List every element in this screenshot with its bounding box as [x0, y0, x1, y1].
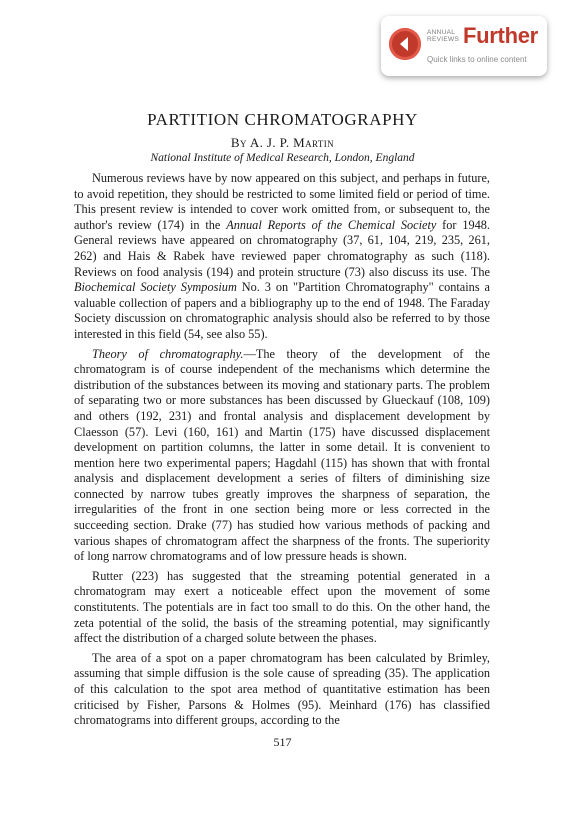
play-arrow-icon	[389, 28, 421, 60]
article-body	[74, 171, 490, 733]
author-affiliation: National Institute of Medical Research, London, England	[150, 152, 415, 164]
paragraph-2: Theory of chromatography.—The theory of the development of the chromatogram is of course independent of the mechanisms which determine the distribution of the substances between its moving and stationary parts. The problem of separating two or more substances has been discussed by Glueckauf (108, 109) and others (192, 231) and frontal analysis and displacement development by Claesson (57). Levi (160, 161) and Martin (175) have discussed displacement development on partition columns, the latter in some detail. It is convenient to mention here two experimental papers; Hagdahl (115) has shown that with frontal analysis and displacement development a series of filters of diminishing size connected by narrow tubes greatly improves the sharpness of separation, the irregularities of the front in one section being more or less corrected in the succeeding section. Drake (77) has studied how various methods of packing and various shapes of chromatogram affect the sharpness of the fronts. The superiority of long narrow chromatograms and of low pressure heads is shown.	[74, 346, 490, 564]
further-subtitle: Quick links to online content	[427, 55, 527, 64]
author-byline: By A. J. P. Martin	[230, 135, 335, 150]
article-title: PARTITION CHROMATOGRAPHY	[147, 110, 418, 129]
further-label: Further	[463, 23, 538, 48]
further-badge[interactable]	[381, 16, 547, 76]
paragraph-1: Numerous reviews have by now appeared on this subject, and perhaps in future, to avoid repetition, they should be restricted to some limited field or period of time. This present review is intended to cover work omitted from, or subsequent to, the author's review (174) in the Annual Reports of the Chemical Society for 1948. General reviews have appeared on chromatography (37, 61, 104, 219, 235, 261, 262) and Hais & Rabek have reviewed paper chromatography as such (118). Reviews on food analysis (194) and protein structure (73) also discuss its use. The Biochemical Society Symposium No. 3 on "Partition Chromatography" contains a valuable collection of papers and a bibliography up to the end of 1948. The Faraday Society discussion on chromatographic analysis should also be referred to by those interested in this field (54, see also 55).	[74, 171, 490, 341]
paragraph-3: Rutter (223) has suggested that the streaming potential generated in a chromatogram may exert a noticeable effect upon the movement of some constitutents. The potentials are in fact too small to do this. On the other hand, the zeta potential of the solid, the basis of the streaming potential, may significantly affect the distribution of a charged solute between the phases.	[74, 568, 490, 646]
annual-reviews-logo-text: ANNUAL REVIEWS	[427, 29, 460, 43]
paragraph-4: The area of a spot on a paper chromatogram has been calculated by Brimley, assuming that simple diffusion is the sole cause of spreading (35). The application of this calculation to the spot area method of quantitative estimation has been criticised by Fisher, Parsons & Holmes (95). Meinhard (176) has classified chromatograms into different groups, according to the	[74, 650, 490, 728]
section-heading: Theory of chromatography.	[92, 346, 244, 361]
page-number: 517	[273, 735, 292, 749]
journal-reference: Annual Reports of the Chemical Society	[226, 217, 437, 232]
symposium-reference: Biochemical Society Symposium	[74, 280, 237, 295]
